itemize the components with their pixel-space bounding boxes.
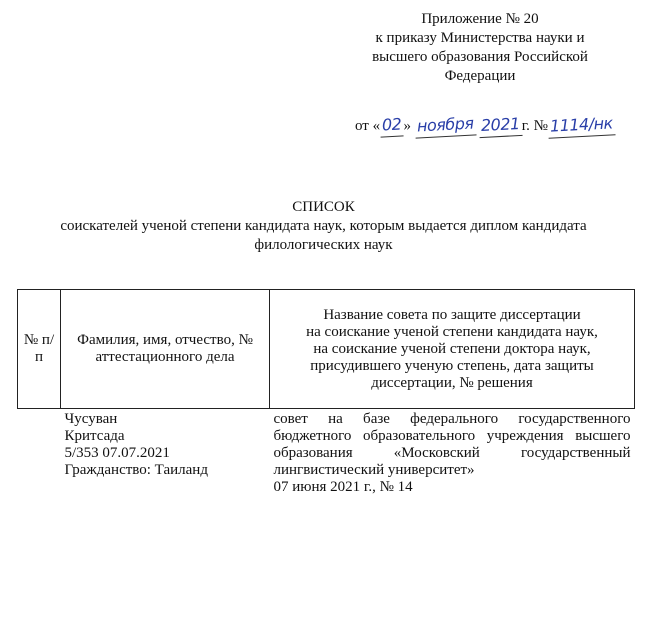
row-name-line: Критсада: [64, 428, 125, 444]
document-title: [0, 198, 647, 255]
header-council-line: диссертации, № решения: [371, 374, 533, 391]
order-mid: »: [403, 118, 411, 134]
appendix-line: к приказу Министерства науки и: [375, 30, 585, 46]
candidates-table: [17, 289, 635, 498]
row-council: [270, 409, 635, 499]
row-name-line: Гражданство: Таиланд: [64, 462, 208, 478]
appendix-line: Приложение № 20: [421, 11, 539, 27]
order-prefix: от «: [355, 118, 381, 134]
title-subtitle-line: соискателей ученой степени кандидата наук, которым выдается диплом кандидата: [60, 218, 587, 234]
header-council-line: Название совета по защите диссертации: [323, 306, 581, 323]
order-number-handwritten: 1114/нк: [547, 112, 615, 138]
appendix-line: Федерации: [444, 68, 516, 84]
title-heading: СПИСОК: [292, 199, 355, 215]
header-council-line: на соискание ученой степени доктора наук,: [313, 340, 591, 357]
header-council: [270, 290, 635, 409]
row-council-text: совет на базе федерального государственного бюджетного образовательного учреждения высшего образования «Московский государственный лингвистический университет»: [273, 411, 631, 478]
row-name-line: 5/353 07.07.2021: [64, 445, 170, 461]
header-council-line: на соискание ученой степени кандидата наук,: [306, 323, 598, 340]
order-month-handwritten: ноября: [414, 112, 476, 138]
appendix-header: [330, 10, 630, 86]
appendix-line: высшего образования Российской: [372, 49, 588, 65]
header-council-line: присудившего ученую степень, дата защиты: [310, 357, 594, 374]
table-row: [18, 409, 635, 499]
row-number: [18, 409, 61, 499]
row-name-line: Чусуван: [64, 411, 118, 427]
header-number: № п/п: [18, 290, 61, 409]
order-day-handwritten: 02: [380, 113, 405, 137]
row-name: [61, 409, 270, 499]
table-header-row: [18, 290, 635, 409]
order-year-handwritten: 2021: [478, 113, 522, 138]
row-defense-date: 07 июня 2021 г., № 14: [273, 479, 413, 495]
title-subtitle-line: филологических наук: [254, 237, 393, 253]
order-g-label: г. №: [521, 118, 548, 134]
order-reference: [355, 114, 645, 137]
header-name: Фамилия, имя, отчество, № аттестационного дела: [61, 290, 270, 409]
